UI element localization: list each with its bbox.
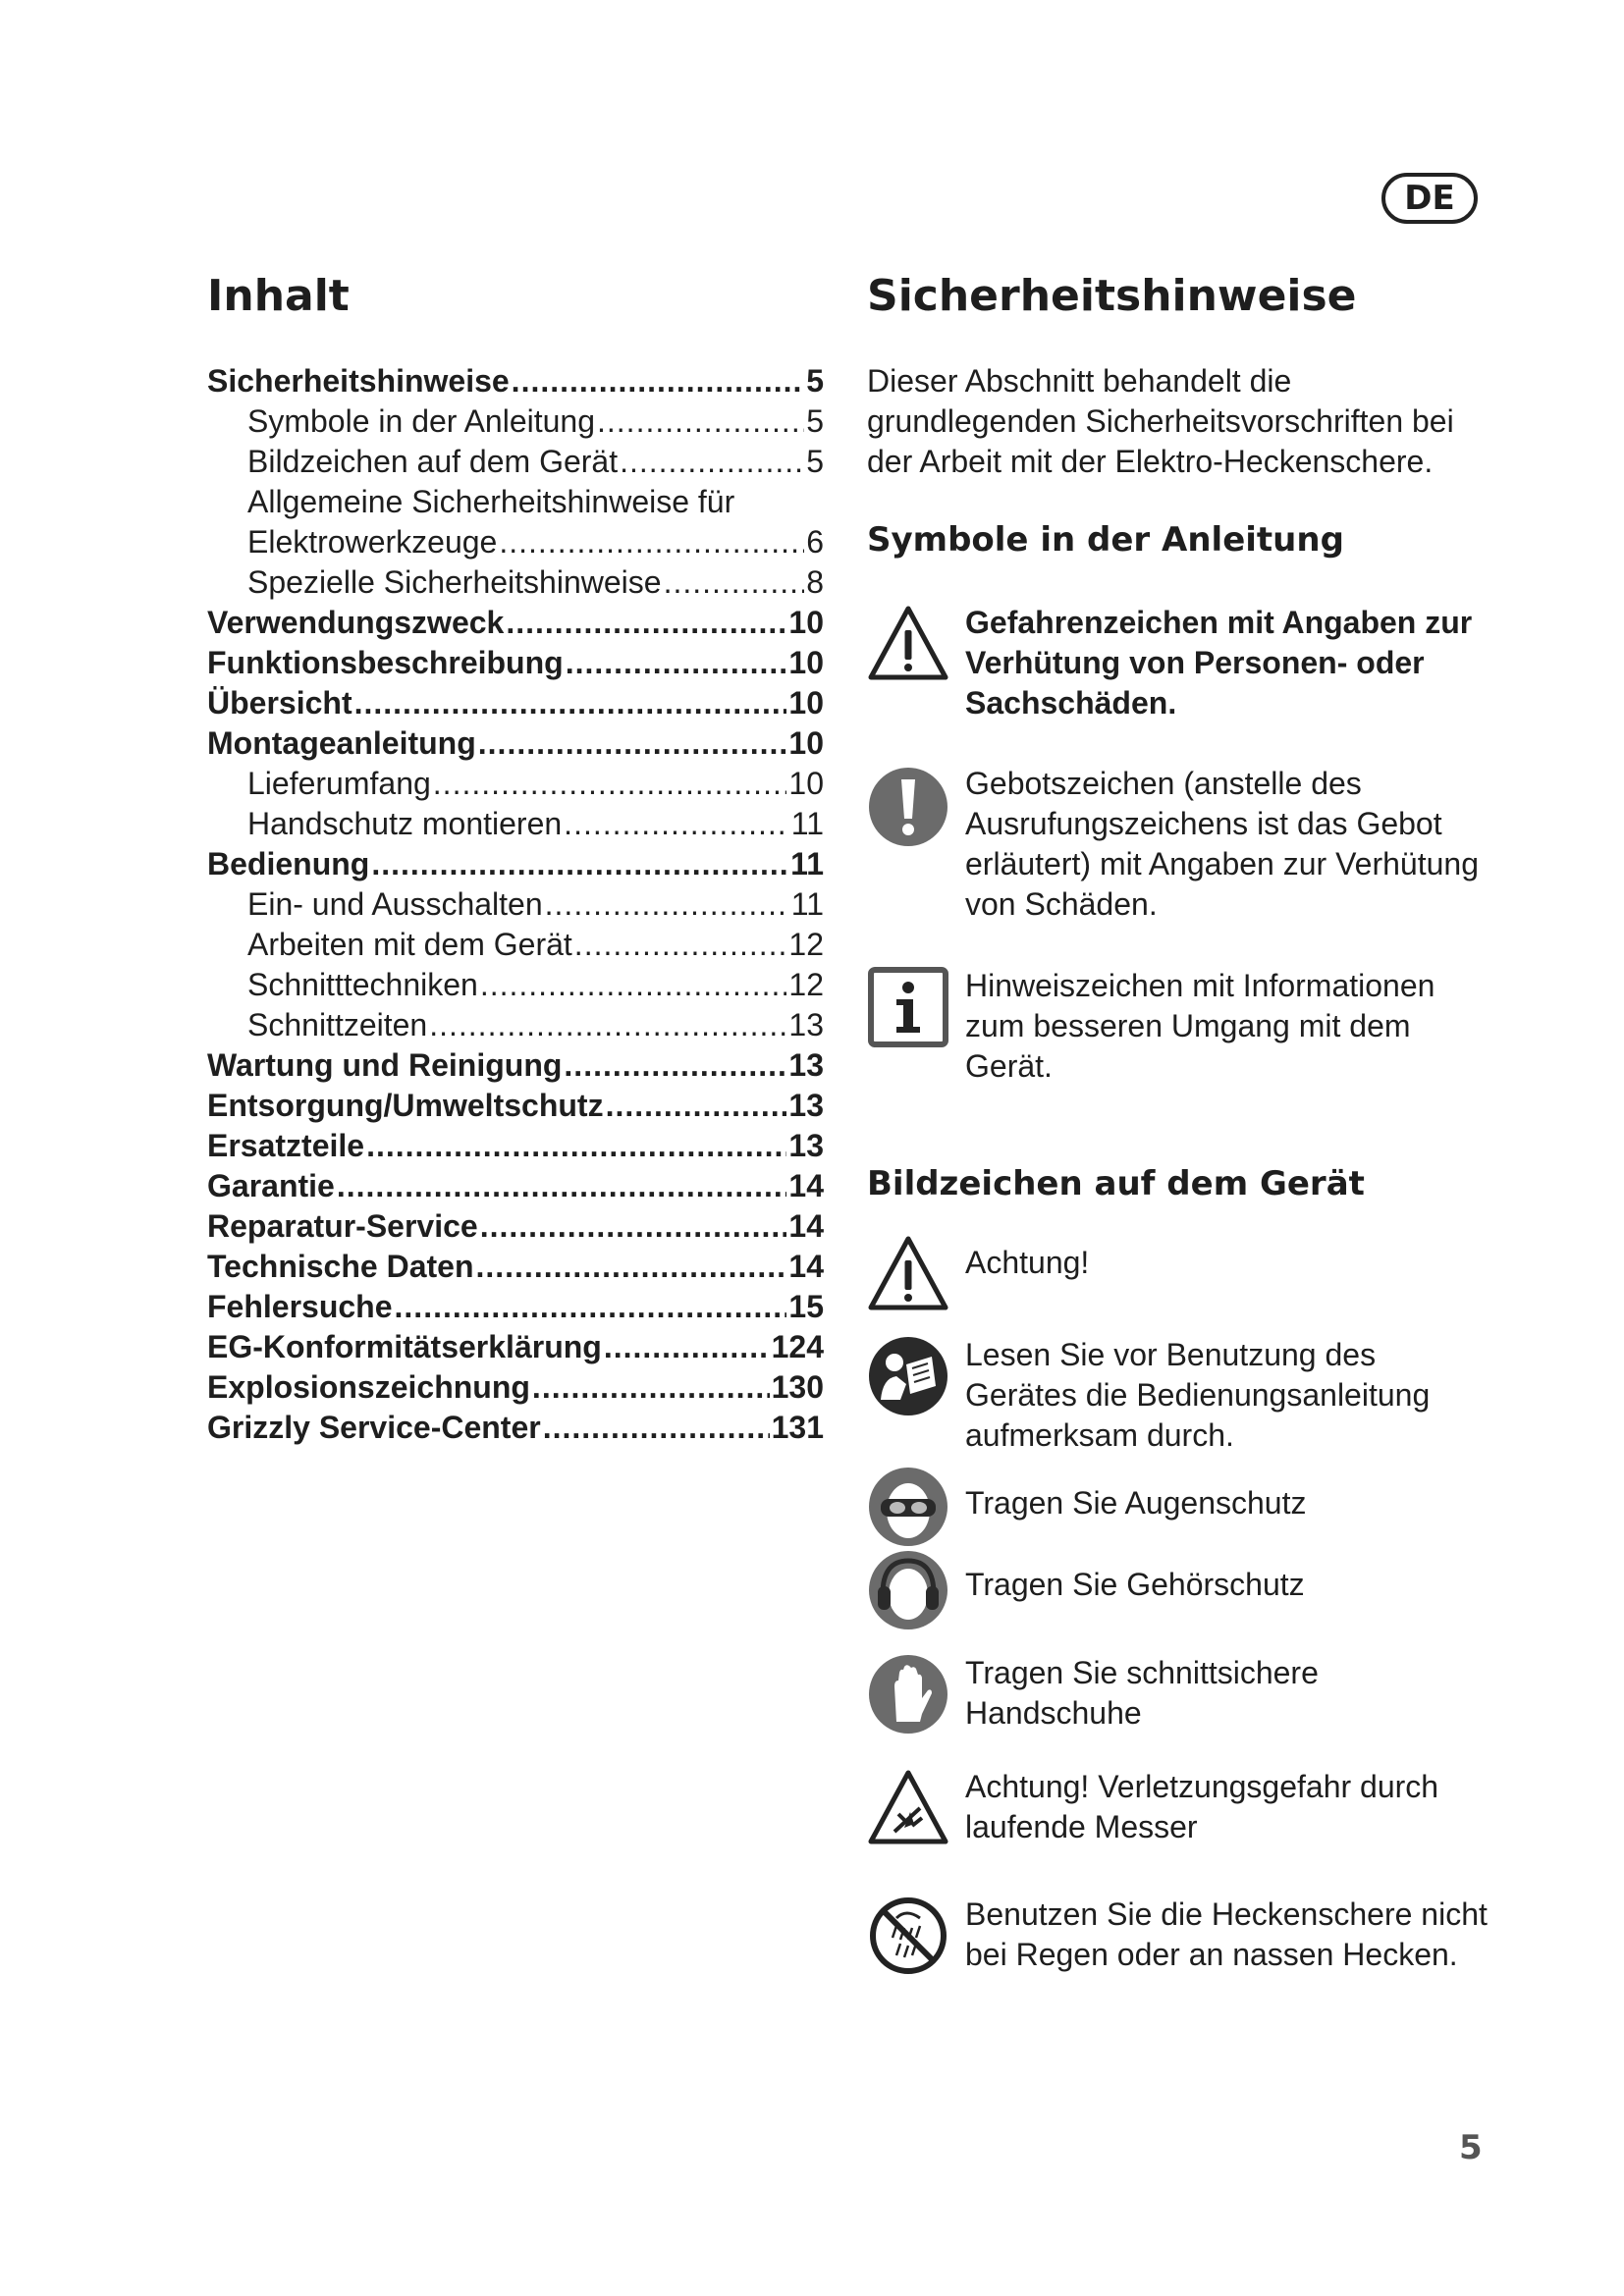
blade-warning-icon [867, 1767, 949, 1849]
read-manual-icon [867, 1335, 949, 1417]
toc-entry-label: Reparatur-Service [207, 1208, 478, 1244]
toc-entry[interactable] [207, 1287, 824, 1327]
table-of-contents [207, 361, 824, 1448]
device-symbol-row [867, 1895, 1495, 1977]
toc-entry-page: 10 [788, 725, 824, 761]
device-symbols-heading: Bildzeichen auf dem Gerät [867, 1164, 1365, 1203]
toc-entry[interactable] [207, 361, 824, 401]
toc-entry-page: 11 [790, 886, 824, 922]
device-symbol-row [867, 1466, 1495, 1548]
toc-entry[interactable] [207, 603, 824, 643]
toc-entry-page: 12 [788, 967, 824, 1002]
manual-symbol-row [867, 764, 1495, 922]
toc-entry-page: 124 [771, 1329, 824, 1364]
toc-entry-label: Spezielle Sicherheitshinweise [247, 564, 662, 600]
no-rain-icon [867, 1895, 949, 1977]
toc-entry-label: Ersatzteile [207, 1128, 365, 1163]
info-icon [867, 966, 949, 1048]
toc-entry[interactable] [207, 965, 824, 1005]
toc-entry[interactable] [207, 1045, 824, 1086]
toc-entry[interactable] [207, 884, 824, 925]
toc-entry-page: 131 [771, 1410, 824, 1445]
toc-entry-page: 13 [788, 1088, 824, 1123]
toc-entry-page: 5 [806, 444, 824, 479]
device-symbol-row [867, 1767, 1495, 1849]
toc-title: Inhalt [207, 271, 350, 321]
toc-entry-page: 14 [788, 1249, 824, 1284]
toc-entry-label: Bedienung [207, 846, 370, 881]
toc-entry[interactable] [207, 643, 824, 683]
toc-entry[interactable] [207, 925, 824, 965]
eye-protection-icon [867, 1466, 949, 1548]
device-symbol-text: Tragen Sie Gehörschutz [965, 1567, 1305, 1602]
device-symbol-row [867, 1335, 1495, 1453]
toc-entry-label: Ein- und Ausschalten [247, 886, 543, 922]
toc-entry-page: 13 [788, 1047, 824, 1083]
manual-symbol-text: Hinweiszeichen mit Informationen zum besseren Umgang mit dem Gerät. [965, 968, 1435, 1084]
toc-entry-label: Schnittzeiten [247, 1007, 428, 1042]
toc-entry[interactable] [207, 401, 824, 442]
toc-entry-page: 14 [788, 1168, 824, 1203]
toc-entry[interactable] [207, 1166, 824, 1206]
manual-symbol-text: Gebotszeichen (anstelle des Ausrufungszeichens ist das Gebot erläutert) mit Angaben zur Verhütung von Schäden. [965, 766, 1479, 922]
toc-entry-page: 11 [790, 806, 824, 841]
toc-entry-page: 5 [806, 403, 824, 439]
toc-entry-label: Handschutz montieren [247, 806, 563, 841]
device-symbol-text: Benutzen Sie die Heckenschere nicht bei Regen oder an nassen Hecken. [965, 1896, 1488, 1972]
safety-title: Sicherheitshinweise [867, 271, 1357, 321]
toc-entry-label: EG-Konformitätserklärung [207, 1329, 602, 1364]
toc-entry[interactable] [207, 683, 824, 723]
toc-entry-label: Sicherheitshinweise [207, 363, 510, 399]
toc-entry[interactable] [207, 1005, 824, 1045]
page-number: 5 [1459, 2128, 1483, 2167]
toc-entry-page: 11 [790, 846, 824, 881]
toc-entry-page: 10 [788, 605, 824, 640]
toc-entry-label: Montageanleitung [207, 725, 476, 761]
manual-symbol-row [867, 603, 1495, 721]
mandatory-exclamation-icon [867, 764, 949, 846]
warning-triangle-icon [867, 1233, 949, 1315]
toc-entry[interactable] [207, 1367, 824, 1408]
toc-entry[interactable] [207, 1126, 824, 1166]
toc-entry-label-continued: Elektrowerkzeuge [247, 524, 498, 560]
device-symbol-text: Lesen Sie vor Benutzung des Gerätes die Bedienungsanleitung aufmerksam durch. [965, 1337, 1431, 1453]
device-symbol-text: Achtung! Verletzungsgefahr durch laufende Messer [965, 1769, 1439, 1844]
toc-entry-label: Wartung und Reinigung [207, 1047, 563, 1083]
toc-entry-label: Entsorgung/Umweltschutz [207, 1088, 604, 1123]
warning-triangle-icon [867, 603, 949, 685]
device-symbol-row [867, 1549, 1495, 1631]
device-symbol-text: Tragen Sie Augenschutz [965, 1485, 1307, 1521]
toc-entry-page: 12 [788, 927, 824, 962]
toc-entry-label: Allgemeine Sicherheitshinweise für [247, 484, 735, 519]
manual-symbol-row [867, 966, 1495, 1084]
toc-entry[interactable] [207, 562, 824, 603]
toc-entry-label: Explosionszeichnung [207, 1369, 530, 1405]
device-symbol-text: Achtung! [965, 1245, 1090, 1280]
device-symbol-row [867, 1653, 1495, 1735]
toc-entry-page: 10 [788, 766, 824, 801]
toc-entry-label: Symbole in der Anleitung [247, 403, 595, 439]
toc-entry-page: 5 [806, 363, 824, 399]
toc-entry-label: Verwendungszweck [207, 605, 505, 640]
toc-entry-label: Lieferumfang [247, 766, 431, 801]
device-symbol-row [867, 1233, 1495, 1315]
toc-entry[interactable] [207, 804, 824, 844]
safety-intro: Dieser Abschnitt behandelt die grundlegenden Sicherheitsvorschriften bei der Arbeit mit der Elektro-Heckenschere. [867, 363, 1454, 479]
manual-symbols-heading: Symbole in der Anleitung [867, 520, 1344, 560]
toc-entry-label: Funktionsbeschreibung [207, 645, 564, 680]
toc-entry[interactable] [207, 482, 824, 562]
toc-entry-page: 13 [788, 1128, 824, 1163]
language-badge: DE [1381, 173, 1478, 224]
toc-entry-page: 130 [771, 1369, 824, 1405]
toc-entry[interactable] [207, 723, 824, 764]
device-symbol-text: Tragen Sie schnittsichere Handschuhe [965, 1655, 1319, 1731]
toc-entry[interactable] [207, 442, 824, 482]
gloves-icon [867, 1653, 949, 1735]
toc-entry-page: 14 [788, 1208, 824, 1244]
toc-entry-page: 13 [788, 1007, 824, 1042]
toc-entry-page: 10 [788, 685, 824, 721]
manual-symbol-text: Gefahrenzeichen mit Angaben zur Verhütung von Personen- oder Sachschäden. [965, 605, 1473, 721]
toc-entry[interactable] [207, 1327, 824, 1367]
toc-entry[interactable] [207, 1408, 824, 1448]
toc-entry-label: Garantie [207, 1168, 335, 1203]
toc-entry-page: 15 [788, 1289, 824, 1324]
toc-entry-label: Übersicht [207, 685, 352, 721]
toc-entry[interactable] [207, 1086, 824, 1126]
toc-entry-label: Technische Daten [207, 1249, 474, 1284]
toc-entry-label: Schnitttechniken [247, 967, 478, 1002]
toc-entry-page: 10 [788, 645, 824, 680]
toc-entry[interactable] [207, 764, 824, 804]
toc-entry-page: 8 [806, 564, 824, 600]
toc-entry-page: 6 [806, 524, 824, 560]
toc-entry[interactable] [207, 1206, 824, 1247]
toc-entry[interactable] [207, 1247, 824, 1287]
toc-entry[interactable] [207, 844, 824, 884]
toc-entry-label: Arbeiten mit dem Gerät [247, 927, 572, 962]
toc-entry-label: Fehlersuche [207, 1289, 393, 1324]
toc-entry-label: Bildzeichen auf dem Gerät [247, 444, 619, 479]
ear-protection-icon [867, 1549, 949, 1631]
toc-entry-label: Grizzly Service-Center [207, 1410, 541, 1445]
